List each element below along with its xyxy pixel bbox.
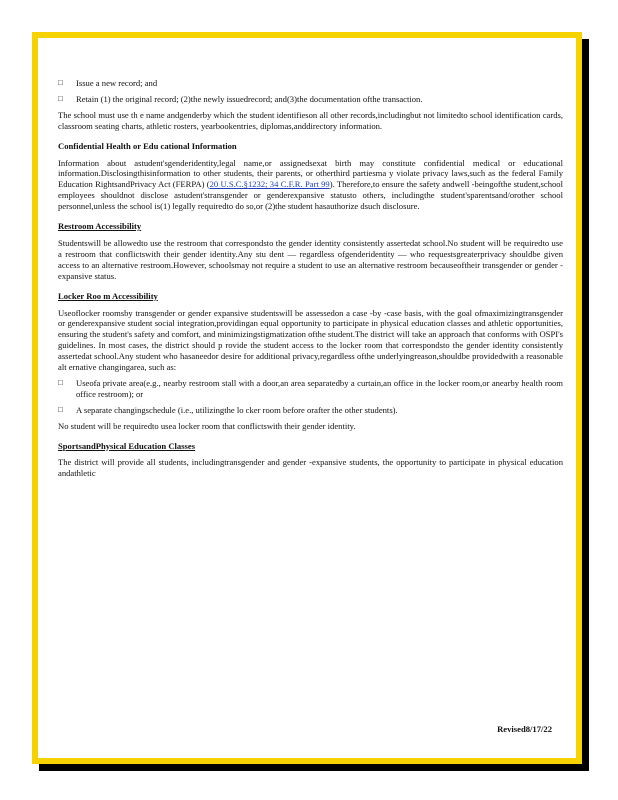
list-item xyxy=(58,94,563,105)
bullet-text: Issue a new record; and xyxy=(76,78,158,88)
heading-restroom: Restroom Accessibility xyxy=(58,221,142,232)
paragraph-locker: Useoflocker roomsby transgender or gender expansive studentswill be assessedon a case -by -case basis, with the goal ofmaximizingtransgender or genderexpansive student social integration,providingan equal opportunity to participate in physical education classes and athletic opportunities, ensuring the student's safety and comfort, and minimizingstigmatization ofthe student.The district will take an approach that conforms with OSPI's guidelines. In most cases, the district should p rovide the student access to the locker room that correspondsto the gender identity consistently assertedat school.Any student who hasaneedor desire for additional privacy,regardless ofthe underlyingreason,shouldbe providedwith a reasonable alt ernative changingarea, such as: xyxy=(58,307,563,373)
document-body xyxy=(58,78,563,484)
bullet-text: Useofa private area(e.g., nearby restroom stall with a door,an area separatedby a curtain,an office in the locker room,or anearby health room office restroom); or xyxy=(76,377,563,399)
paragraph-school-name: The school must use th e name andgenderby which the student identifieson all other records,includingbut not limitedto school identification cards, classroom seating charts, athletic rosters, yearbookentries, diplomas,anddirectory information. xyxy=(58,109,563,131)
bullet-text: Retain (1) the original record; (2)the newly issuedrecord; and(3)the documentation ofthe transaction. xyxy=(76,93,423,104)
heading-sports: SportsandPhysical Education Classes xyxy=(58,440,196,451)
bullet-icon: □ xyxy=(58,377,63,387)
paragraph-sports: The district will provide all students, includingtransgender and gender -expansive students, the opportunity to participate in physical education andathletic xyxy=(58,457,563,479)
list-item xyxy=(58,78,563,89)
bullet-text: A separate changingschedule (i.e., utilizingthe lo cker room before orafter the other students). xyxy=(76,404,398,415)
paragraph-text: ). Therefore,to ensure the safety andwell -beingofthe student,school employees shouldnot disclose astudent'stransgender or genderexpansive statusto others, includingthe student'sparentsand/orother school personnel,unless the school is(1) legally requiredto do so,or (2)the student hasauthorize dsuch disclosure. xyxy=(58,179,563,212)
bullet-icon: □ xyxy=(58,93,63,103)
heading-confidential: Confidential Health or Edu cational Information xyxy=(58,140,237,151)
bullet-icon: □ xyxy=(58,404,63,414)
paragraph-text: Information about astudent'sgenderidentity,legal name,or assignedsexat birth may constitute confidential medical or educational information.Disclosingthisinformation to other students, their parents, or otherthird partiesma y violate privacy laws,such as the federal Family Education RightsandPrivacy Act (FERPA) ( xyxy=(58,157,563,190)
revised-date: Revised8/17/22 xyxy=(497,724,552,734)
paragraph-confidential-info xyxy=(58,158,563,213)
paragraph-no-student: No student will be requiredto usea locker room that conflictswith their gender identity. xyxy=(58,420,356,431)
heading-locker: Locker Roo m Accessibility xyxy=(58,290,158,301)
citation-link[interactable]: 20 U.S.C.§1232; 34 C.F.R. Part 99 xyxy=(209,179,330,190)
bullet-icon: □ xyxy=(58,78,63,87)
list-item xyxy=(58,378,563,400)
list-item xyxy=(58,405,563,416)
document-page xyxy=(32,32,582,764)
paragraph-restroom: Studentswill be allowedto use the restroom that correspondsto the gender identity consistently assertedat school.No student will be requiredto use a restroom that conflictswith their gender identity.Any stu dent — regardless ofgenderidentity — who requestsgreaterprivacy shouldbe given access to an alternative restroom.However, schoolsmay not require a student to use an alternative restroom becauseoftheir transgender or gender -expansive status. xyxy=(58,237,563,281)
